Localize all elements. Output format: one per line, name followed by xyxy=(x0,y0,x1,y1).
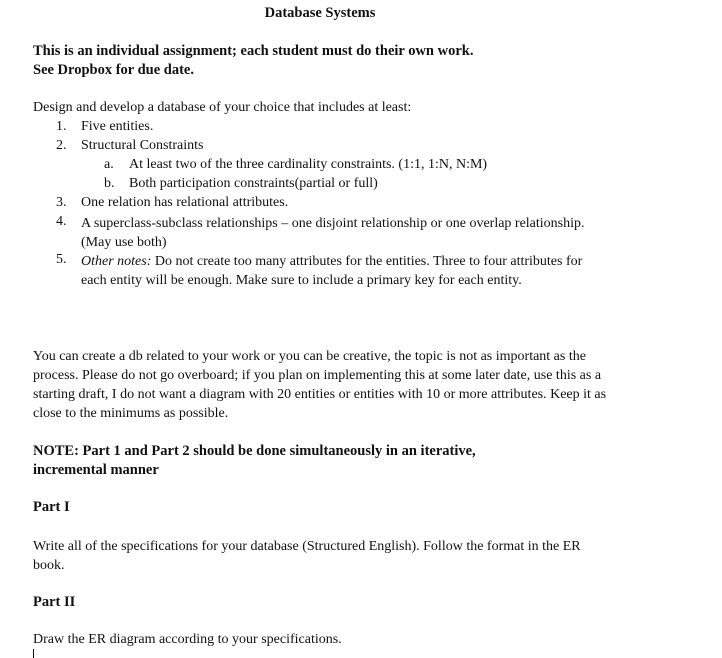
intro-line-1: This is an individual assignment; each student must do their own work. xyxy=(33,43,474,59)
list-item-number: 5. xyxy=(56,252,67,267)
sub-item-letter: b. xyxy=(104,176,115,191)
list-item-text: Five entities. xyxy=(81,119,154,134)
part-1-heading: Part I xyxy=(33,499,70,515)
list-item-text: One relation has relational attributes. xyxy=(81,195,289,210)
text-cursor xyxy=(33,649,34,658)
other-notes-label: Other notes: xyxy=(81,254,152,269)
list-item-text: Structural Constraints xyxy=(81,138,204,153)
note-paragraph: NOTE: Part 1 and Part 2 should be done simultaneously in an iterative, incremental manner xyxy=(33,443,476,478)
list-item-number: 2. xyxy=(56,138,67,153)
list-item-number: 3. xyxy=(56,195,67,210)
list-item-number: 1. xyxy=(56,119,67,134)
part-2-text: Draw the ER diagram according to your specifications. xyxy=(33,632,342,647)
part-1-text: Write all of the specifications for your database (Structured English). Follow the format in the ER book. xyxy=(33,539,581,573)
other-notes-text: Do not create too many attributes for the entities. Three to four attributes for each entity will be enough. Make sure to include a primary key for each entity. xyxy=(81,254,583,288)
doc-title: Database Systems xyxy=(264,5,376,21)
part-2-heading: Part II xyxy=(33,594,76,610)
sub-item-letter: a. xyxy=(104,157,114,172)
intro-line-2: See Dropbox for due date. xyxy=(33,62,194,78)
sub-item-text: Both participation constraints(partial or full) xyxy=(129,176,378,191)
list-item-text: A superclass-subclass relationships – one disjoint relationship or one overlap relationship. (May use both) xyxy=(81,216,585,250)
list-item-number: 4. xyxy=(56,214,67,229)
requirements-lead: Design and develop a database of your choice that includes at least: xyxy=(33,100,412,115)
body-paragraph: You can create a db related to your work or you can be creative, the topic is not as important as the process. Please do not go overboard; if you plan on implementing this at some later date, use this as a starting draft, I do not want a diagram with 20 entities or entities with 10 or more attributes. Keep it as close to the minimums as possible. xyxy=(33,349,607,421)
list-item-text xyxy=(81,252,606,290)
sub-item-text: At least two of the three cardinality constraints. (1:1, 1:N, N:M) xyxy=(129,157,488,172)
